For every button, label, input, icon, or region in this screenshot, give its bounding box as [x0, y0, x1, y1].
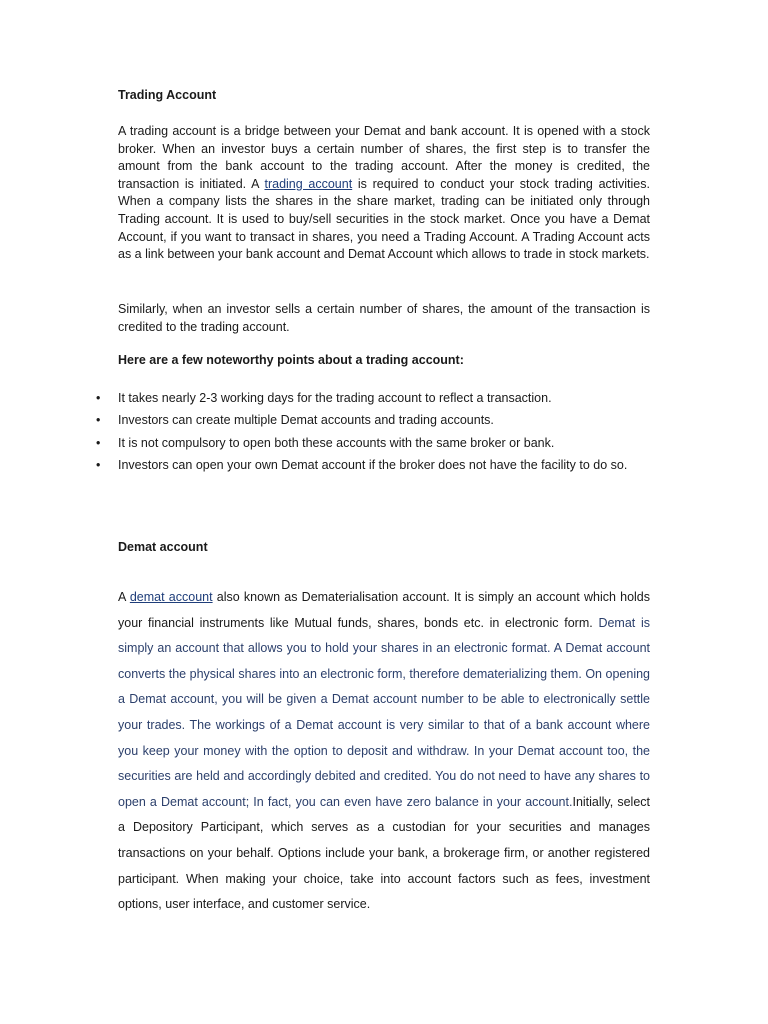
trading-account-heading: Trading Account	[118, 88, 217, 102]
trading-account-paragraph	[118, 123, 650, 264]
demat-para-highlighted-text: Demat is simply an account that allows you to hold your shares in an electronic format. A Demat account converts the physical shares into an electronic form, therefore dematerializing them. On opening a Demat account, you will be given a Demat account number to be able to electronically settle your trades. The workings of a Demat account is very similar to that of a bank account where you keep your money with the option to deposit and withdraw. In your Demat account too, the securities are held and accordingly debited and credited. You do not need to have any shares to open a Demat account; In fact, you can even have zero balance in your account.	[118, 615, 650, 809]
trading-para-text-1: A trading account is a bridge between your Demat and bank account. It is opened with a stock broker. When an investor buys a certain number of shares, the first step is to transfer the amount from the bank account to the trading account. After the money is credited, the transaction is initiated. A	[118, 124, 650, 191]
list-item: • Investors can open your own Demat account if the broker does not have the facility to do so.	[118, 454, 658, 476]
demat-account-paragraph	[118, 585, 650, 918]
demat-para-text-2: Initially, select a Depository Participant, which serves as a custodian for your securities and manages transactions on your behalf. Options include your bank, a brokerage firm, or another registered participant. When making your choice, take into account factors such as fees, investment options, user interface, and customer service.	[118, 794, 650, 912]
demat-account-link[interactable]: demat account	[129, 590, 213, 604]
list-item: • It takes nearly 2-3 working days for the trading account to reflect a transaction.	[118, 387, 658, 409]
trading-account-link[interactable]: trading account	[264, 176, 353, 191]
demat-account-heading: Demat account	[118, 540, 208, 554]
demat-para-prefix: A	[118, 590, 130, 604]
demat-para-text-1: also known as Dematerialisation account. It is simply an account which holds your financial instruments like Mutual funds, shares, bonds etc. in electronic form.	[118, 590, 651, 630]
noteworthy-points-list	[118, 387, 658, 476]
trading-para-text-2: is required to conduct your stock trading activities. When a company lists the shares in the share market, trading can be initiated only through Trading account. It is used to buy/sell securities in the stock market. Once you have a Demat Account, if you want to transact in shares, you need a Trading Account. A Trading Account acts as a link between your bank account and Demat Account which allows to trade in stock markets.	[118, 176, 650, 262]
list-item: • Investors can create multiple Demat accounts and trading accounts.	[118, 409, 658, 431]
trading-sell-paragraph: Similarly, when an investor sells a certain number of shares, the amount of the transaction is credited to the trading account.	[118, 302, 650, 334]
list-item: • It is not compulsory to open both these accounts with the same broker or bank.	[118, 432, 658, 454]
noteworthy-points-heading: Here are a few noteworthy points about a trading account:	[118, 353, 464, 367]
